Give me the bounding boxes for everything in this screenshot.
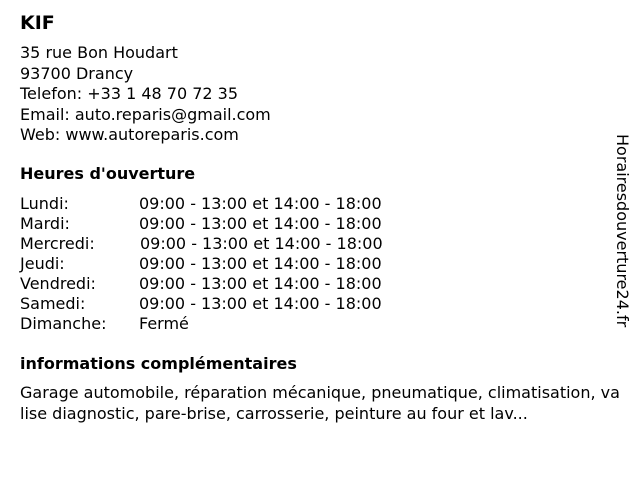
day-label: Samedi: <box>20 294 86 313</box>
hours-row-friday <box>20 274 440 294</box>
time-value: Fermé <box>139 314 189 333</box>
address-line-2: 93700 Drancy <box>20 63 134 83</box>
hours-row-wednesday <box>20 234 440 254</box>
address-line-1: 35 rue Bon Houdart <box>20 43 178 62</box>
business-name: KIF <box>20 12 55 34</box>
day-label: Vendredi: <box>20 274 96 293</box>
time-value: 09:00 - 13:00 et 14:00 - 18:00 <box>139 254 382 273</box>
contact-block <box>20 43 271 146</box>
time-value: 09:00 - 13:00 et 14:00 - 18:00 <box>139 274 382 293</box>
time-value: 09:00 - 13:00 et 14:00 - 18:00 <box>140 234 383 253</box>
phone-line: Telefon: +33 1 48 70 72 35 <box>20 84 239 103</box>
opening-hours-table <box>20 194 440 334</box>
hours-row-thursday <box>20 254 440 274</box>
hours-row-monday <box>20 194 440 214</box>
web-line: Web: www.autoreparis.com <box>20 125 239 144</box>
additional-info-text: Garage automobile, réparation mécanique, pneumatique, climatisation, valise diagnostic, pare-brise, carrosserie, peinture au four et lav... <box>20 383 620 423</box>
hours-row-saturday <box>20 294 440 314</box>
day-label: Jeudi: <box>20 254 65 273</box>
additional-info-heading: informations complémentaires <box>20 354 297 373</box>
hours-row-sunday <box>20 314 440 334</box>
day-label: Mercredi: <box>20 234 95 253</box>
time-value: 09:00 - 13:00 et 14:00 - 18:00 <box>139 294 382 313</box>
opening-hours-heading: Heures d'ouverture <box>20 164 196 183</box>
day-label: Dimanche: <box>20 314 107 333</box>
time-value: 09:00 - 13:00 et 14:00 - 18:00 <box>139 194 382 213</box>
site-watermark-label: Horairesdouverture24.fr <box>613 134 632 328</box>
day-label: Mardi: <box>20 214 70 233</box>
time-value: 09:00 - 13:00 et 14:00 - 18:00 <box>139 214 382 233</box>
hours-row-tuesday <box>20 214 440 234</box>
email-line: Email: auto.reparis@gmail.com <box>20 104 271 124</box>
day-label: Lundi: <box>20 194 69 213</box>
